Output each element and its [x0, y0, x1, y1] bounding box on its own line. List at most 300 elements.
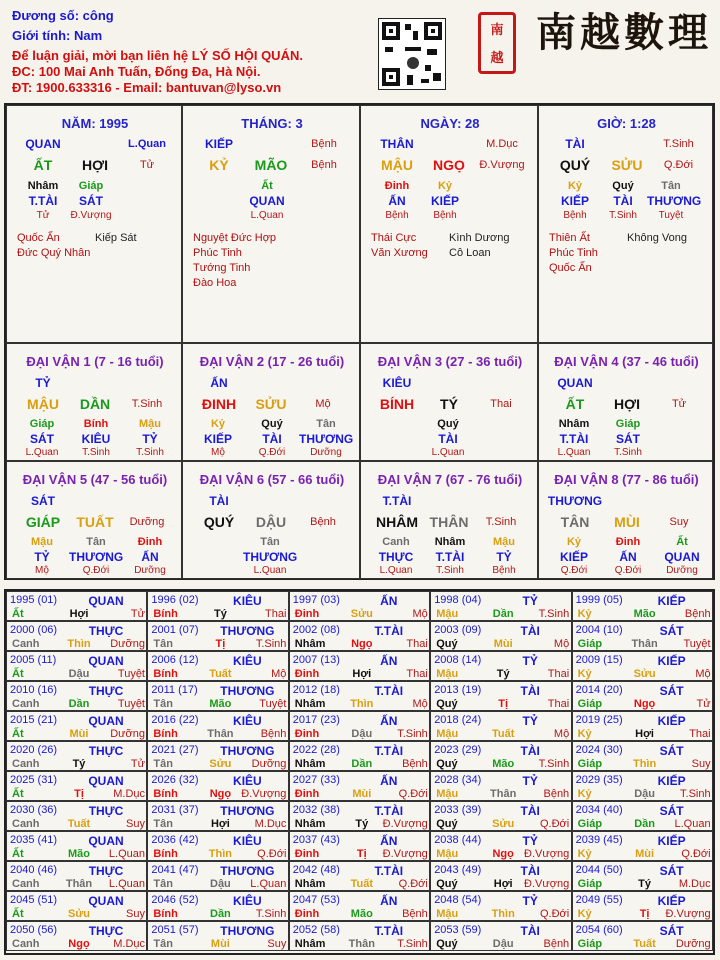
year-cell[interactable] — [430, 711, 571, 741]
year-god: SÁT — [659, 804, 684, 818]
year-stem: Giáp — [577, 878, 603, 890]
year-branch: Mùi — [635, 848, 655, 860]
year-state: Thai — [689, 728, 711, 740]
year-label: 2005 (11) — [10, 654, 57, 666]
year-stem: Nhâm — [294, 758, 326, 770]
year-branch: Tị — [215, 638, 226, 650]
dai-van-hidden-state: Q.Đới — [258, 447, 286, 458]
year-branch: Mùi — [210, 938, 230, 950]
year-cell[interactable] — [572, 621, 713, 651]
year-god: QUAN — [88, 594, 124, 608]
year-god: TÀI — [520, 624, 540, 638]
year-branch: Hợi — [635, 728, 654, 740]
phone-email-line[interactable]: ĐT: 1900.633316 - Email: bantuvan@lyso.vn — [12, 80, 282, 95]
hidden-stem: Kỷ — [567, 180, 583, 192]
year-label: 2018 (24) — [434, 714, 482, 726]
year-branch: Ngọ — [351, 638, 373, 650]
year-state: T.Sinh — [680, 788, 711, 800]
year-cell[interactable] — [430, 591, 571, 621]
dai-van-hidden-god: SÁT — [616, 432, 640, 446]
year-branch: Thân — [65, 878, 93, 890]
year-cell[interactable] — [430, 741, 571, 771]
year-branch: Sửu — [67, 908, 91, 920]
year-stem: Đinh — [294, 728, 320, 740]
hidden-stem: Đinh — [384, 180, 410, 192]
year-god: TỶ — [522, 894, 538, 908]
year-state: Suy — [691, 758, 711, 770]
year-cell[interactable] — [430, 681, 571, 711]
year-cell[interactable] — [289, 861, 430, 891]
dai-van-title: ĐẠI VẬN 2 (17 - 26 tuổi) — [199, 354, 345, 369]
year-label: 1999 (05) — [575, 594, 623, 606]
dai-van-hidden-stem: Nhâm — [434, 536, 466, 548]
year-cell[interactable] — [6, 891, 147, 921]
year-cell[interactable] — [147, 891, 288, 921]
year-cell[interactable] — [6, 711, 147, 741]
year-cell[interactable] — [572, 711, 713, 741]
year-cell[interactable] — [147, 741, 288, 771]
year-cell[interactable] — [572, 771, 713, 801]
year-branch: Tý — [496, 668, 510, 680]
dai-van-stem: ĐINH — [201, 396, 237, 412]
dai-van-state: T.Sinh — [485, 516, 517, 528]
year-stem: Ất — [12, 668, 24, 680]
year-state: Tử — [696, 698, 711, 710]
year-label: 2048 (54) — [434, 894, 482, 906]
dai-van-god: SÁT — [31, 494, 55, 508]
year-branch: Sửu — [492, 818, 515, 830]
year-stem: Bính — [153, 608, 178, 620]
dai-van-hidden-stem: Giáp — [29, 418, 55, 430]
year-cell[interactable] — [430, 891, 571, 921]
year-state: Tuyệt — [683, 638, 711, 650]
year-god: SÁT — [659, 624, 684, 638]
year-cell[interactable] — [572, 651, 713, 681]
year-god: KIẾP — [657, 834, 686, 848]
year-branch: Sửu — [633, 668, 656, 680]
year-label: 2007 (13) — [292, 654, 340, 666]
dai-van-hidden-state: L.Quan — [557, 447, 591, 458]
year-state: Mộ — [412, 698, 428, 710]
dai-van-hidden-stem: Giáp — [615, 418, 641, 430]
dai-van-hidden-state: Dưỡng — [134, 565, 166, 576]
year-cell[interactable] — [6, 591, 147, 621]
year-branch: Tý — [355, 818, 369, 830]
year-cell[interactable] — [289, 741, 430, 771]
year-label: 2040 (46) — [10, 864, 58, 876]
year-god: T.TÀI — [374, 624, 404, 638]
year-state: Q.Đới — [257, 848, 287, 860]
year-cell[interactable] — [6, 801, 147, 831]
heavenly-stem: QUÝ — [559, 157, 591, 173]
year-branch: Mùi — [352, 788, 372, 800]
dai-van-hidden-god: ẤN — [619, 550, 637, 564]
year-stem: Quý — [436, 698, 458, 710]
year-stem: Mậu — [436, 848, 459, 860]
year-cell[interactable] — [289, 891, 430, 921]
year-cell[interactable] — [6, 831, 147, 861]
dai-van-hidden-stem: Kỷ — [210, 418, 226, 430]
year-cell[interactable] — [289, 801, 430, 831]
hidden-state: Tuyệt — [658, 210, 684, 221]
dai-van-hidden-god: THƯƠNG — [299, 432, 354, 446]
year-god: ẤN — [380, 834, 398, 848]
qr-code[interactable] — [378, 18, 446, 90]
dai-van-god: TỶ — [35, 376, 51, 390]
dai-van-hidden-state: Q.Đới — [614, 565, 642, 576]
year-god: TỶ — [522, 714, 538, 728]
dai-van-hidden-state: Q.Đới — [560, 565, 588, 576]
dai-van-hidden-stem: Tân — [260, 536, 280, 548]
year-branch: Mão — [350, 908, 373, 920]
year-stem: Bính — [153, 848, 178, 860]
star-left: Văn Xương — [371, 247, 428, 259]
year-cell[interactable] — [6, 741, 147, 771]
year-cell[interactable] — [289, 771, 430, 801]
star-left: Phúc Tinh — [549, 247, 598, 259]
year-stem: Đinh — [294, 788, 320, 800]
year-state: Q.Đới — [539, 908, 570, 920]
branch-state: Bệnh — [311, 159, 337, 171]
dai-van-title: ĐẠI VẬN 5 (47 - 56 tuổi) — [22, 472, 168, 487]
star-left: Tướng Tinh — [193, 262, 251, 274]
dai-van-branch: MÙI — [614, 514, 640, 530]
year-god: QUAN — [88, 774, 124, 788]
year-label: 2033 (39) — [434, 804, 482, 816]
year-branch: Dậu — [492, 938, 514, 950]
year-stem: Giáp — [577, 758, 603, 770]
year-cell[interactable] — [147, 681, 288, 711]
year-cell[interactable] — [572, 741, 713, 771]
dai-van-branch: TÝ — [440, 396, 458, 412]
year-god: TÀI — [520, 744, 540, 758]
year-label: 2024 (30) — [575, 744, 623, 756]
year-cell[interactable] — [6, 621, 147, 651]
year-state: Bệnh — [402, 908, 428, 920]
dai-van-hidden-god: THƯƠNG — [69, 550, 124, 564]
year-cell[interactable] — [572, 681, 713, 711]
owner-line: Đương số: công — [12, 8, 114, 23]
year-state: Tử — [130, 608, 145, 620]
year-branch: Thìn — [632, 758, 657, 770]
year-label: 2015 (21) — [10, 714, 58, 726]
year-state: Đ.Vượng — [524, 878, 570, 890]
year-branch: Tý — [72, 758, 86, 770]
star-left: Đức Quý Nhân — [17, 247, 91, 259]
year-god: KIÊU — [233, 594, 262, 608]
year-stem: Canh — [12, 758, 40, 770]
year-cell[interactable] — [430, 801, 571, 831]
year-state: Mộ — [553, 728, 570, 740]
dai-van-cell — [538, 343, 713, 461]
year-god: KIẾP — [657, 654, 686, 668]
dai-van-hidden-god: THỰC — [378, 550, 414, 564]
year-state: M.Dục — [113, 938, 145, 950]
year-branch: Ngọ — [209, 788, 232, 800]
year-state: Mộ — [695, 668, 711, 680]
dai-van-state: Dưỡng — [129, 516, 165, 528]
year-branch: Tị — [639, 908, 650, 920]
hidden-state: Bệnh — [385, 210, 409, 221]
year-label: 2027 (33) — [292, 774, 340, 786]
year-cell[interactable] — [147, 921, 288, 951]
gender-line: Giới tính: Nam — [12, 28, 103, 43]
year-branch: Tị — [498, 698, 509, 710]
year-state: Dưỡng — [251, 758, 287, 770]
dai-van-stem: QUÝ — [203, 514, 235, 530]
year-stem: Giáp — [577, 638, 603, 650]
year-label: 2052 (58) — [292, 924, 340, 936]
year-label: 2003 (09) — [434, 624, 482, 636]
year-state: Tuyệt — [117, 698, 145, 710]
hidden-god: TÀI — [613, 194, 633, 208]
year-cell[interactable] — [6, 681, 147, 711]
year-branch: Hợi — [69, 608, 89, 620]
year-god: TÀI — [520, 684, 540, 698]
year-label: 2032 (38) — [292, 804, 340, 816]
year-cell[interactable] — [147, 591, 288, 621]
year-cell[interactable] — [289, 921, 430, 951]
year-state: Thai — [547, 668, 570, 680]
year-branch: Mùi — [69, 728, 89, 740]
dai-van-hidden-god: TỶ — [496, 550, 512, 564]
year-state: Dưỡng — [675, 938, 711, 950]
year-stem: Đinh — [294, 608, 320, 620]
year-cell[interactable] — [572, 891, 713, 921]
branch-god: Bệnh — [311, 138, 337, 150]
pillar-cell — [538, 105, 713, 343]
year-state: Mộ — [412, 608, 428, 620]
year-god: TỶ — [522, 774, 538, 788]
year-cell[interactable] — [289, 621, 430, 651]
pillar-cell — [182, 105, 360, 343]
year-state: Thai — [547, 698, 570, 710]
year-state: Đ.Vượng — [524, 848, 570, 860]
year-state: Bệnh — [402, 758, 428, 770]
dai-van-state: Thai — [490, 398, 512, 410]
year-state: Đ.Vượng — [241, 788, 287, 800]
year-god: QUAN — [88, 894, 124, 908]
dai-van-branch: TUẤT — [76, 514, 114, 530]
hidden-state: L.Quan — [250, 210, 284, 221]
year-stem: Đinh — [294, 908, 320, 920]
year-god: T.TÀI — [374, 864, 404, 878]
earthly-branch: NGỌ — [433, 157, 465, 173]
year-cell[interactable] — [572, 921, 713, 951]
year-cell[interactable] — [147, 651, 288, 681]
year-label: 2014 (20) — [575, 684, 623, 696]
year-god: T.TÀI — [374, 804, 404, 818]
dai-van-title: ĐẠI VẬN 6 (57 - 66 tuổi) — [199, 472, 345, 487]
year-cell[interactable] — [147, 801, 288, 831]
star-right: Cô Loan — [449, 247, 491, 259]
year-cell[interactable] — [6, 921, 147, 951]
dai-van-branch: HỢI — [614, 396, 640, 412]
year-cell[interactable] — [430, 861, 571, 891]
year-branch: Dần — [351, 758, 373, 770]
seal-stamp: 南 越 — [478, 12, 516, 74]
year-stem: Quý — [436, 938, 458, 950]
year-state: T.Sinh — [255, 908, 287, 920]
year-branch: Ngọ — [492, 848, 514, 860]
year-stem: Tân — [153, 638, 173, 650]
year-cell[interactable] — [430, 771, 571, 801]
dai-van-hidden-state: Dưỡng — [666, 565, 698, 576]
hidden-stem: Quý — [612, 180, 634, 192]
year-cell[interactable] — [572, 801, 713, 831]
year-cell[interactable] — [572, 831, 713, 861]
year-god: T.TÀI — [374, 684, 404, 698]
dai-van-state: Suy — [669, 516, 689, 528]
year-cell[interactable] — [147, 711, 288, 741]
year-stem: Giáp — [577, 698, 603, 710]
branch-god: M.Dục — [486, 138, 518, 150]
year-stem: Mậu — [436, 728, 459, 740]
year-god: TÀI — [520, 804, 540, 818]
year-cell[interactable] — [572, 591, 713, 621]
dai-van-hidden-stem: Nhâm — [558, 418, 590, 430]
branch-god: T.Sinh — [663, 138, 694, 150]
year-cell[interactable] — [147, 621, 288, 651]
year-branch: Tý — [213, 608, 227, 620]
hidden-god: ẤN — [388, 194, 406, 208]
year-label: 2010 (16) — [10, 684, 58, 696]
year-god: THƯƠNG — [220, 624, 275, 638]
year-branch: Dậu — [68, 668, 90, 680]
logo-calligraphy: 南越數理 — [536, 9, 712, 56]
earthly-branch: MÃO — [254, 157, 288, 173]
dai-van-god: T.TÀI — [382, 494, 412, 508]
year-branch: Dậu — [210, 878, 231, 890]
dai-van-god: KIÊU — [382, 376, 412, 390]
year-cell[interactable] — [430, 651, 571, 681]
year-god: THỰC — [88, 924, 124, 938]
year-cell[interactable] — [289, 681, 430, 711]
dai-van-hidden-god: THƯƠNG — [243, 550, 298, 564]
star-right: Kiếp Sát — [95, 232, 137, 244]
year-cell[interactable] — [430, 921, 571, 951]
year-stem: Ất — [12, 788, 24, 800]
year-label: 2046 (52) — [151, 894, 199, 906]
year-cell[interactable] — [6, 771, 147, 801]
year-god: KIẾP — [657, 594, 686, 608]
year-state: Dưỡng — [110, 728, 145, 740]
year-branch: Thân — [631, 638, 658, 650]
dai-van-hidden-god: SÁT — [30, 432, 54, 446]
pillar-title: GIỜ: 1:28 — [597, 116, 656, 131]
dai-van-cell — [360, 343, 538, 461]
dai-van-hidden-state: Bệnh — [492, 565, 516, 576]
year-label: 2004 (10) — [575, 624, 623, 636]
year-stem: Kỷ — [577, 848, 592, 860]
dai-van-hidden-stem: Mậu — [31, 536, 53, 548]
year-branch: Tý — [638, 878, 652, 890]
year-cell[interactable] — [430, 621, 571, 651]
heavenly-stem: KỶ — [209, 157, 229, 173]
year-state: Tử — [130, 758, 145, 770]
dai-van-title: ĐẠI VẬN 7 (67 - 76 tuổi) — [377, 472, 523, 487]
year-cell[interactable] — [6, 861, 147, 891]
year-cell[interactable] — [430, 831, 571, 861]
year-stem: Tân — [153, 818, 173, 830]
hidden-state: Tử — [36, 210, 50, 221]
year-branch: Ngọ — [68, 938, 90, 950]
dai-van-hidden-stem: Canh — [382, 536, 410, 548]
year-branch: Dần — [210, 908, 231, 920]
year-stem: Canh — [12, 818, 40, 830]
year-label: 2008 (14) — [434, 654, 482, 666]
year-label: 2051 (57) — [151, 924, 199, 936]
year-state: Tuyệt — [117, 668, 145, 680]
hidden-god: KIẾP — [560, 194, 589, 208]
star-right: Kình Dương — [449, 232, 510, 244]
year-branch: Tị — [74, 788, 84, 800]
year-stem: Kỷ — [577, 908, 592, 920]
dai-van-title: ĐẠI VẬN 8 (77 - 86 tuổi) — [554, 472, 699, 487]
year-cell[interactable] — [147, 831, 288, 861]
year-cell[interactable] — [289, 831, 430, 861]
year-state: Q.Đới — [398, 878, 428, 890]
year-state: Mộ — [553, 638, 570, 650]
pillar-cell — [360, 105, 538, 343]
dai-van-stem: MẬU — [27, 396, 59, 412]
year-cell[interactable] — [289, 591, 430, 621]
dai-van-hidden-god: T.TÀI — [559, 432, 589, 446]
year-state: Mộ — [271, 668, 287, 680]
year-god: QUAN — [88, 714, 124, 728]
year-cell[interactable] — [147, 771, 288, 801]
year-stem: Tân — [153, 878, 173, 890]
year-stem: Tân — [153, 758, 173, 770]
year-label: 2029 (35) — [575, 774, 623, 786]
dai-van-hidden-stem: Đinh — [137, 536, 163, 548]
year-stem: Kỷ — [577, 788, 592, 800]
branch-state: Q.Đới — [663, 159, 694, 171]
year-branch: Sửu — [350, 608, 373, 620]
year-stem: Canh — [12, 638, 40, 650]
year-stem: Quý — [436, 878, 458, 890]
year-cell[interactable] — [289, 651, 430, 681]
year-branch: Tuất — [491, 728, 515, 740]
hidden-stem: Giáp — [78, 180, 104, 192]
year-branch: Thìn — [208, 848, 232, 860]
dai-van-hidden-state: T.Sinh — [136, 447, 164, 458]
year-god: SÁT — [659, 744, 684, 758]
year-stem: Nhâm — [294, 938, 326, 950]
year-label: 2022 (28) — [292, 744, 340, 756]
year-stem: Quý — [436, 818, 458, 830]
hidden-god: KIẾP — [430, 194, 459, 208]
year-god: THỰC — [88, 684, 124, 698]
year-stem: Bính — [153, 908, 178, 920]
dai-van-cell — [360, 461, 538, 579]
year-cell[interactable] — [572, 861, 713, 891]
star-left: Thái Cực — [371, 232, 417, 244]
year-stem: Giáp — [577, 818, 603, 830]
year-cell[interactable] — [289, 711, 430, 741]
hidden-god: THƯƠNG — [647, 194, 702, 208]
dai-van-branch: THÂN — [429, 514, 469, 530]
year-stem: Nhâm — [294, 638, 326, 650]
year-god: TỶ — [522, 654, 538, 668]
year-label: 2001 (07) — [151, 624, 199, 636]
year-cell[interactable] — [6, 651, 147, 681]
year-cell[interactable] — [147, 861, 288, 891]
year-stem: Nhâm — [294, 698, 326, 710]
hidden-god: SÁT — [79, 194, 103, 208]
year-state: Thai — [264, 608, 287, 620]
dai-van-hidden-state: Q.Đới — [82, 565, 110, 576]
